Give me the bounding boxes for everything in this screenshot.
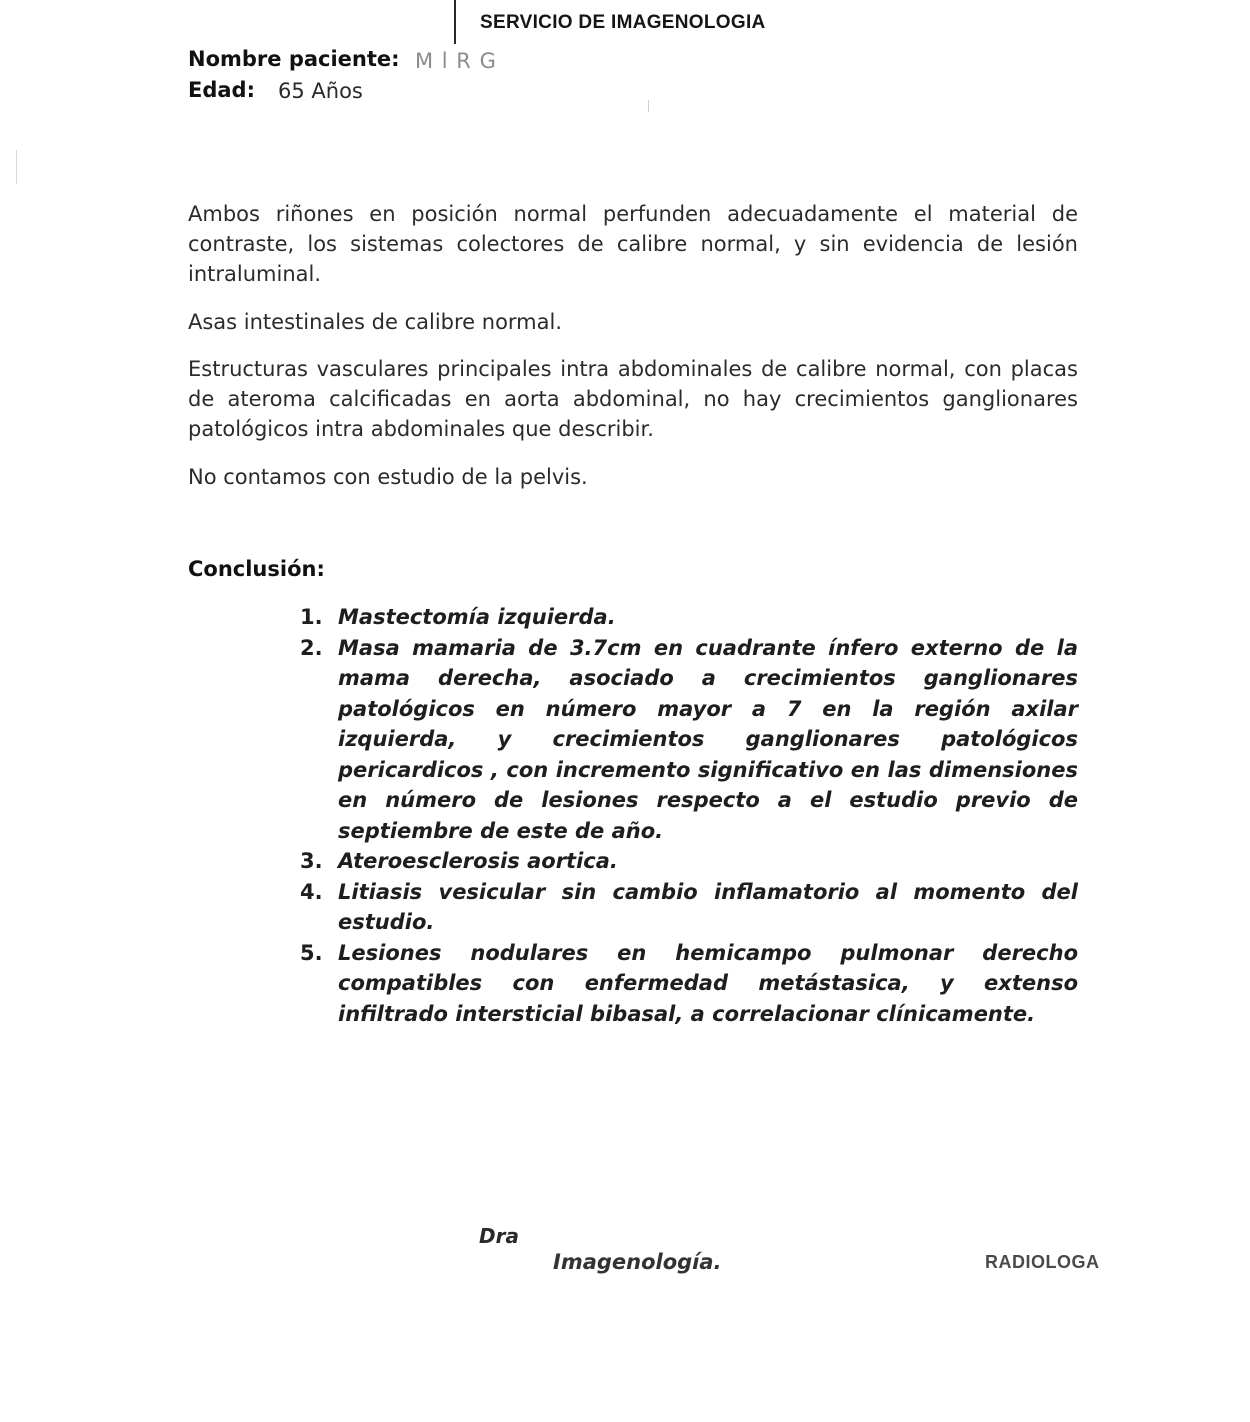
conclusion-item-text: Masa mamaria de 3.7cm en cuadrante ínfero externo de la mama derecha, asociado a crecimientos ganglionares patológicos en número mayor a 7 en la región axilar izquierda, y crecimientos ganglionares patológicos pericardicos , con incremento significativo en las dimensiones en número de lesiones respecto a el estudio previo de septiembre de este de año. [338, 635, 1078, 843]
conclusion-item [300, 877, 1078, 938]
conclusion-item-number: 2. [300, 635, 323, 660]
conclusion-item-number: 1. [300, 605, 323, 629]
service-title: SERVICIO DE IMAGENOLOGIA [480, 12, 766, 33]
conclusion-item [300, 633, 1078, 847]
conclusion-item [300, 602, 1078, 633]
conclusion-item-text: Lesiones nodulares en hemicampo pulmonar derecho compatibles con enfermedad metástasica, y extenso infiltrado intersticial bibasal, a correlacionar clínicamente. [338, 940, 1078, 1026]
finding-paragraph-pelvis: No contamos con estudio de la pelvis. [188, 465, 588, 489]
signature-doctor-prefix: Dra [479, 1224, 519, 1248]
conclusion-item-text: Litiasis vesicular sin cambio inflamatorio al momento del estudio. [338, 879, 1078, 934]
conclusion-heading: Conclusión: [188, 557, 325, 581]
conclusion-item-text: Mastectomía izquierda. [338, 605, 616, 629]
scan-artifact [648, 100, 649, 112]
age-value: 65 Años [278, 79, 363, 103]
radiologist-stamp: RADIOLOGA [985, 1252, 1100, 1272]
finding-paragraph-intestines: Asas intestinales de calibre normal. [188, 310, 563, 334]
patient-name-value: M l R G [415, 49, 497, 73]
patient-name-label: Nombre paciente: [188, 47, 400, 71]
signature-department: Imagenología. [553, 1250, 722, 1274]
conclusion-item [300, 938, 1078, 1030]
age-label: Edad: [188, 78, 255, 102]
conclusion-item [300, 846, 1078, 877]
conclusion-item-number: 3. [300, 849, 323, 873]
conclusion-list [300, 602, 1078, 1029]
scan-divider-line [454, 0, 456, 44]
conclusion-item-number: 4. [300, 879, 323, 904]
conclusion-item-number: 5. [300, 940, 323, 965]
conclusion-item-text: Ateroesclerosis aortica. [338, 849, 618, 873]
finding-paragraph-vascular: Estructuras vasculares principales intra abdominales de calibre normal, con placas de ateroma calcificadas en aorta abdominal, no hay crecimientos ganglionares patológicos intra abdominales que describir. [188, 357, 1078, 441]
scan-artifact [16, 150, 17, 184]
finding-paragraph-kidneys: Ambos riñones en posición normal perfunden adecuadamente el material de contraste, los sistemas colectores de calibre normal, y sin evidencia de lesión intraluminal. [188, 202, 1078, 286]
